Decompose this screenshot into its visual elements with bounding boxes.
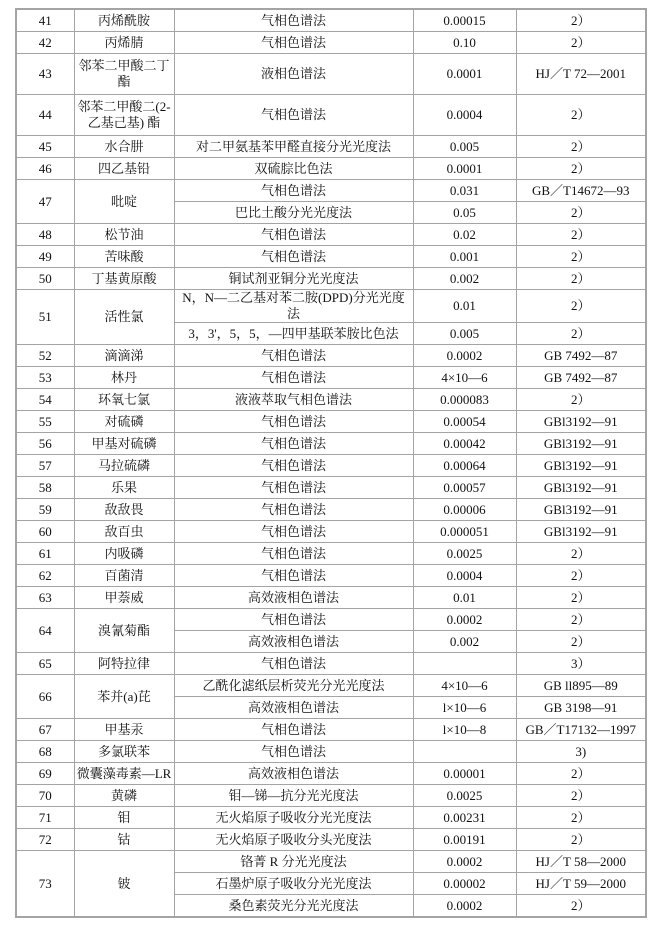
method-standard: GB／T14672—93 [516,180,646,202]
analysis-method: 气相色谱法 [174,741,413,763]
method-standard: HJ／T 59—2000 [516,873,646,895]
detection-limit: 0.0002 [413,345,516,367]
analysis-method: 气相色谱法 [174,499,413,521]
table-row [16,136,646,158]
detection-limit: 0.10 [413,32,516,54]
substance-name: 丙烯腈 [74,32,174,54]
table-row [16,9,646,32]
detection-limit: 0.000051 [413,521,516,543]
analysis-method: 无火焰原子吸收分头光度法 [174,829,413,851]
table-row [16,653,646,675]
method-standard: 2） [516,609,646,631]
analysis-method: 高效液相色谱法 [174,587,413,609]
row-number: 54 [16,389,74,411]
substance-name: 水合肼 [74,136,174,158]
method-standard: 2） [516,785,646,807]
row-number: 71 [16,807,74,829]
substance-name: 对硫磷 [74,411,174,433]
table-row [16,224,646,246]
table-row [16,763,646,785]
method-standard: 2） [516,587,646,609]
substance-name: 甲基汞 [74,719,174,741]
analysis-method: 液相色谱法 [174,54,413,95]
row-number: 58 [16,477,74,499]
detection-limit: l×10—6 [413,697,516,719]
method-standard: 2） [516,323,646,345]
detection-limit: 0.05 [413,202,516,224]
table-row [16,851,646,873]
row-number: 64 [16,609,74,653]
method-standard: 2） [516,290,646,323]
row-number: 62 [16,565,74,587]
table-row [16,246,646,268]
method-standard: 2） [516,763,646,785]
analysis-method: 气相色谱法 [174,224,413,246]
row-number: 73 [16,851,74,918]
analysis-method: 石墨炉原子吸收分光光度法 [174,873,413,895]
substance-name: 甲萘威 [74,587,174,609]
analysis-method: 气相色谱法 [174,433,413,455]
method-standard: 2） [516,95,646,136]
row-number: 63 [16,587,74,609]
substance-name: 甲基对硫磷 [74,433,174,455]
row-number: 42 [16,32,74,54]
detection-limit: 0.0025 [413,543,516,565]
analysis-method: 铜试剂亚铜分光光度法 [174,268,413,290]
row-number: 47 [16,180,74,224]
method-standard: HJ／T 72—2001 [516,54,646,95]
analysis-method: 3，3'，5，5，—四甲基联苯胺比色法 [174,323,413,345]
detection-limit: 0.0002 [413,609,516,631]
analysis-method: 乙酰化滤纸层析荧光分光光度法 [174,675,413,697]
table-row [16,543,646,565]
detection-limit: 0.0004 [413,565,516,587]
detection-limit: 0.02 [413,224,516,246]
table-row [16,455,646,477]
method-standard: 2） [516,202,646,224]
method-standard: 2） [516,807,646,829]
analysis-method: 气相色谱法 [174,246,413,268]
method-standard: 2） [516,389,646,411]
method-standard: 2） [516,224,646,246]
detection-limit: 0.001 [413,246,516,268]
method-standard: GBl3192—91 [516,477,646,499]
analysis-method: 液液萃取气相色谱法 [174,389,413,411]
table-row [16,158,646,180]
row-number: 61 [16,543,74,565]
analysis-method: 气相色谱法 [174,455,413,477]
row-number: 67 [16,719,74,741]
detection-limit: 0.00002 [413,873,516,895]
method-standard: 2） [516,268,646,290]
method-standard: 2） [516,136,646,158]
method-standard: 3） [516,653,646,675]
row-number: 66 [16,675,74,719]
substance-name: 滴滴涕 [74,345,174,367]
detection-limit: 0.000083 [413,389,516,411]
row-number: 50 [16,268,74,290]
detection-limit: 0.0004 [413,95,516,136]
analysis-method: 巴比土酸分光光度法 [174,202,413,224]
method-standard: 3) [516,741,646,763]
method-standard: 2） [516,631,646,653]
analysis-method: 钼—锑—抗分光光度法 [174,785,413,807]
table-row [16,741,646,763]
analysis-method: 气相色谱法 [174,9,413,32]
detection-limit: 0.0001 [413,54,516,95]
analysis-method: N，N—二乙基对苯二胺(DPD)分光光度法 [174,290,413,323]
row-number: 68 [16,741,74,763]
analysis-method: 铬菁 R 分光光度法 [174,851,413,873]
table-row [16,433,646,455]
table-row [16,587,646,609]
table-row [16,521,646,543]
row-number: 72 [16,829,74,851]
table-row [16,180,646,202]
method-standard: HJ／T 58—2000 [516,851,646,873]
analysis-method: 气相色谱法 [174,609,413,631]
table-row [16,95,646,136]
detection-limit: 4×10—6 [413,367,516,389]
method-standard: 2） [516,565,646,587]
row-number: 44 [16,95,74,136]
substance-name: 百菌清 [74,565,174,587]
detection-limit: 0.00001 [413,763,516,785]
method-standard: GB／T17132—1997 [516,719,646,741]
analysis-method: 气相色谱法 [174,477,413,499]
substance-name: 内吸磷 [74,543,174,565]
row-number: 45 [16,136,74,158]
detection-limit: 0.00191 [413,829,516,851]
row-number: 60 [16,521,74,543]
method-standard: 2） [516,895,646,918]
substance-name: 溴氰菊酯 [74,609,174,653]
analysis-method: 气相色谱法 [174,367,413,389]
substance-name: 邻苯二甲酸二(2-乙基己基) 酯 [74,95,174,136]
table-row [16,411,646,433]
method-standard: GBl3192—91 [516,433,646,455]
method-standard: GB 3198—91 [516,697,646,719]
detection-limit [413,653,516,675]
substance-name: 敌敌畏 [74,499,174,521]
substance-name: 松节油 [74,224,174,246]
row-number: 52 [16,345,74,367]
analysis-method: 气相色谱法 [174,521,413,543]
analysis-method: 气相色谱法 [174,719,413,741]
detection-limit: 0.00006 [413,499,516,521]
analysis-method: 气相色谱法 [174,543,413,565]
substance-name: 苦味酸 [74,246,174,268]
method-standard: 2） [516,543,646,565]
substance-name: 马拉硫磷 [74,455,174,477]
detection-limit: 0.002 [413,631,516,653]
detection-limit: 0.01 [413,587,516,609]
analysis-method: 双硫腙比色法 [174,158,413,180]
substance-name: 苯并(a)芘 [74,675,174,719]
substance-name: 丙烯酰胺 [74,9,174,32]
analysis-method: 高效液相色谱法 [174,631,413,653]
detection-limit: 0.031 [413,180,516,202]
substance-name: 活性氯 [74,290,174,345]
analysis-method: 气相色谱法 [174,32,413,54]
method-standard: 2） [516,829,646,851]
detection-limit: 0.00231 [413,807,516,829]
row-number: 46 [16,158,74,180]
substance-name: 多氯联苯 [74,741,174,763]
document-page [15,8,647,918]
table-row [16,477,646,499]
analysis-methods-table [15,8,647,918]
method-standard: 2） [516,246,646,268]
row-number: 70 [16,785,74,807]
row-number: 43 [16,54,74,95]
analysis-method: 气相色谱法 [174,95,413,136]
method-standard: GBl3192—91 [516,455,646,477]
table-row [16,565,646,587]
substance-name: 乐果 [74,477,174,499]
method-standard: GB 7492—87 [516,345,646,367]
row-number: 69 [16,763,74,785]
method-standard: GB 7492—87 [516,367,646,389]
analysis-method: 高效液相色谱法 [174,697,413,719]
analysis-method: 气相色谱法 [174,180,413,202]
substance-name: 阿特拉律 [74,653,174,675]
table-row [16,389,646,411]
table-row [16,807,646,829]
row-number: 41 [16,9,74,32]
substance-name: 敌百虫 [74,521,174,543]
detection-limit: 0.0002 [413,895,516,918]
table-row [16,345,646,367]
analysis-method: 桑色素荧光分光光度法 [174,895,413,918]
method-standard: 2） [516,32,646,54]
row-number: 57 [16,455,74,477]
detection-limit: 0.002 [413,268,516,290]
analysis-method: 对二甲氨基苯甲醛直接分光光度法 [174,136,413,158]
analysis-method: 高效液相色谱法 [174,763,413,785]
substance-name: 吡啶 [74,180,174,224]
table-row [16,675,646,697]
table-row [16,54,646,95]
detection-limit: 0.00057 [413,477,516,499]
table-row [16,609,646,631]
table-row [16,290,646,323]
detection-limit: 0.0001 [413,158,516,180]
substance-name: 邻苯二甲酸二丁酯 [74,54,174,95]
table-row [16,32,646,54]
detection-limit: 4×10—6 [413,675,516,697]
row-number: 55 [16,411,74,433]
table-row [16,829,646,851]
row-number: 56 [16,433,74,455]
detection-limit: 0.005 [413,323,516,345]
method-standard: GB ll895—89 [516,675,646,697]
method-standard: 2） [516,158,646,180]
substance-name: 微囊藻毒素—LR [74,763,174,785]
row-number: 51 [16,290,74,345]
analysis-method: 气相色谱法 [174,565,413,587]
row-number: 65 [16,653,74,675]
table-row [16,268,646,290]
analysis-method: 气相色谱法 [174,345,413,367]
table-row [16,367,646,389]
substance-name: 四乙基铅 [74,158,174,180]
detection-limit: 0.0002 [413,851,516,873]
substance-name: 铍 [74,851,174,918]
substance-name: 钴 [74,829,174,851]
substance-name: 钼 [74,807,174,829]
method-standard: GBl3192—91 [516,411,646,433]
detection-limit: 0.00054 [413,411,516,433]
row-number: 59 [16,499,74,521]
substance-name: 黄磷 [74,785,174,807]
detection-limit: 0.00064 [413,455,516,477]
detection-limit: 0.00042 [413,433,516,455]
table-row [16,785,646,807]
method-standard: GBl3192—91 [516,499,646,521]
analysis-method: 气相色谱法 [174,411,413,433]
detection-limit: 0.0025 [413,785,516,807]
method-standard: 2） [516,9,646,32]
substance-name: 林丹 [74,367,174,389]
detection-limit [413,741,516,763]
analysis-method: 气相色谱法 [174,653,413,675]
row-number: 49 [16,246,74,268]
analysis-method: 无火焰原子吸收分光光度法 [174,807,413,829]
substance-name: 环氧七氯 [74,389,174,411]
detection-limit: 0.005 [413,136,516,158]
table-row [16,719,646,741]
detection-limit: 0.01 [413,290,516,323]
detection-limit: l×10—8 [413,719,516,741]
row-number: 53 [16,367,74,389]
method-standard: GBl3192—91 [516,521,646,543]
row-number: 48 [16,224,74,246]
detection-limit: 0.00015 [413,9,516,32]
table-row [16,499,646,521]
substance-name: 丁基黄原酸 [74,268,174,290]
